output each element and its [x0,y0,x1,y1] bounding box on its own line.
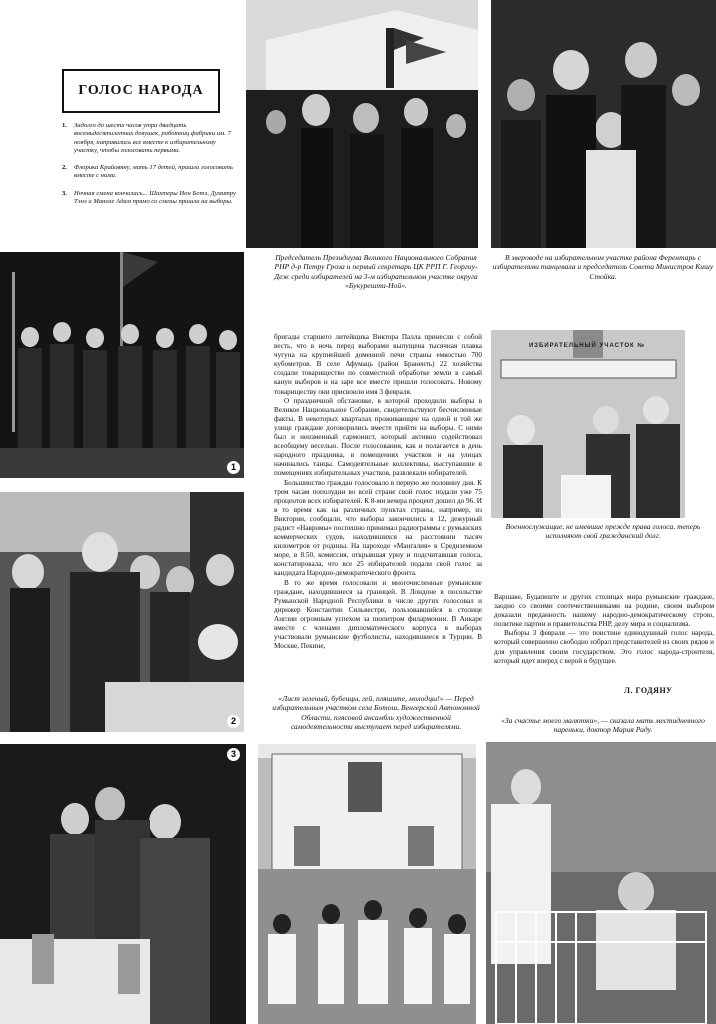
caption-groza: Председатель Президиума Великого Национального Собрания РНР д-р Петру Гроза и первый секретарь ЦК РРП Г. Георгиу-Деж среди избирателей на 3-м избирательном участке округа «Букурешти-Ной». [274,253,478,291]
photo-mother-voting [0,492,244,732]
caption-soldiers: Военнослужащие, не имевшие прежде права голоса, теперь исполняют свой гражданский долг. [505,522,701,541]
article-column-2 [494,593,714,666]
photo-ferentar-dance [491,0,716,248]
photo-number: 1 [227,461,240,474]
caption-ferentar: В звероводе на избирательном участке района Ферентарь с избирателями танцевала и председатель Совета Министров Кишу Стойка. [492,253,714,281]
article-paragraph: В то же время голосовали и многочисленные румынские граждане, находившиеся за границей. В Лондоне в посольстве Румынской Народной Республики в числе других голосовал и дирижер Константин Сильвестри, пользовавшийся в столице Англии огромным успехом за пюпитром филармонии. В Анкаре вместе с членами дипломатического корпуса в выборах участвовали румынские футболисты, находившиеся в Турции. В Москве, Пекине, [274,578,482,651]
photo-hospital-ward [486,742,716,1024]
photo-women-workers [0,252,244,478]
photo-groza-voters [246,0,478,248]
article-paragraph: Выборы 3 февраля — это поистине единодушный голос народа, который совершенно свободно избрал представителей из своих рядов и для управления своим государством. Это голос народа-строителя, который идет вперед с верой в будущее. [494,629,714,665]
article-paragraph: Большинство граждан голосовало в первую же половину дня. К трем часам пополудни во всей стране свой голос подали уже 75 процентов всех избирателей. К 8-ми вечера процент дошел до 96. И в то время как на различных пунктах страны, например, из Виктории, сообщали, что выборы закончились в 12, дежурный радист «Навромы» поспешно принимал радиограммы с румынских коммерческих судов, находившихся на расстоянии тысяч километров от родины. На пароходе «Мангалия» в Средиземном море, в 8.50, комиссия, открывшая урну и подсчитавшая голоса, констатировала, что все 25 избирателей подали свой голос за кандидата Народно-демократического фронта. [274,478,482,578]
photo-village-ensemble [258,744,476,1024]
photo-notes [62,122,238,215]
photo-number: 2 [227,715,240,728]
banner-sign: ИЗБИРАТЕЛЬНЫЙ УЧАСТОК № [528,343,646,349]
article-paragraph: бригады старшего литейщика Виктора Палла принесли с собой весть, что в ночь перед выборами выпущена тысячная плавка чугуна на крупнейшей доменной печи страны емкостью 700 кубометров. В селе Афумаць (район Браненть) 22 хозяйства создали товарищество по совместной обработке земли в самый канун выборов и на заре все вместе пришли голосовать. Новому товариществу они присвоили имя 3 февраля. [274,333,482,396]
page-title: ГОЛОС НАРОДА [78,83,204,98]
page-title-box [62,69,220,113]
note-item: 2. Флорика Крайовяну, мать 17 детей, пришла голосовать вместе с ними. [62,164,233,180]
photo-miners [0,744,246,1024]
caption-ensemble: «Лист зеленый, бубенцы, гей, пляшите, молодцы!» — Перед избирательным участком села Ботош, Венгерской Автономной Области, плясовой ансамбль художественной самодеятельности выступает перед избирателями. [272,694,480,732]
article-column-1 [274,333,482,651]
article-paragraph: Варшаве, Будапеште и других столицах мира румынские граждане, заодно со своими соотечественниками на родине, своим выбором доказали преданность нашему народно-демократическому строю, политике партии и правительства РНР, делу мира и социализма. [494,593,714,629]
article-signature: Л. ГОДЯНУ [624,686,673,695]
photo-number: 3 [227,748,240,761]
photo-soldiers-voting [491,330,685,518]
article-paragraph: О праздничной обстановке, в которой проходили выборы в Великое Национальное Собрание, свидетельствуют бесчисленные факты. В некоторых кварталах проживающие на одной и той же улице граждане договорились вместе прийти на выборы. С ними был и неизменный гармонист, который активно содействовал всеобщему веселью. После голосования, как и полагается в день народного праздника, в помещениях участков и на улицах начинались танцы. Самодеятельные коллективы, выступавшие в помещениях избирательных участков, развлекали избирателей. [274,396,482,478]
note-item: 3. Ночная смена кончилась... Шахтеры Ион Ботэ, Думитру Тэнэ и Маноле Адам прямо со смены пришли на выборы. [62,189,236,206]
caption-hospital: «За счастье моего малютки», — сказала мать местидневного пареньки, доктор Мария Раду. [501,716,705,735]
note-item: 1. Задолго до шести часов утра двадцать восемьдесятилетних девушек, работниц фабрики им. 7 ноября, направились все вместе к избирательному участку, чтобы голосовать первыми. [62,122,231,154]
